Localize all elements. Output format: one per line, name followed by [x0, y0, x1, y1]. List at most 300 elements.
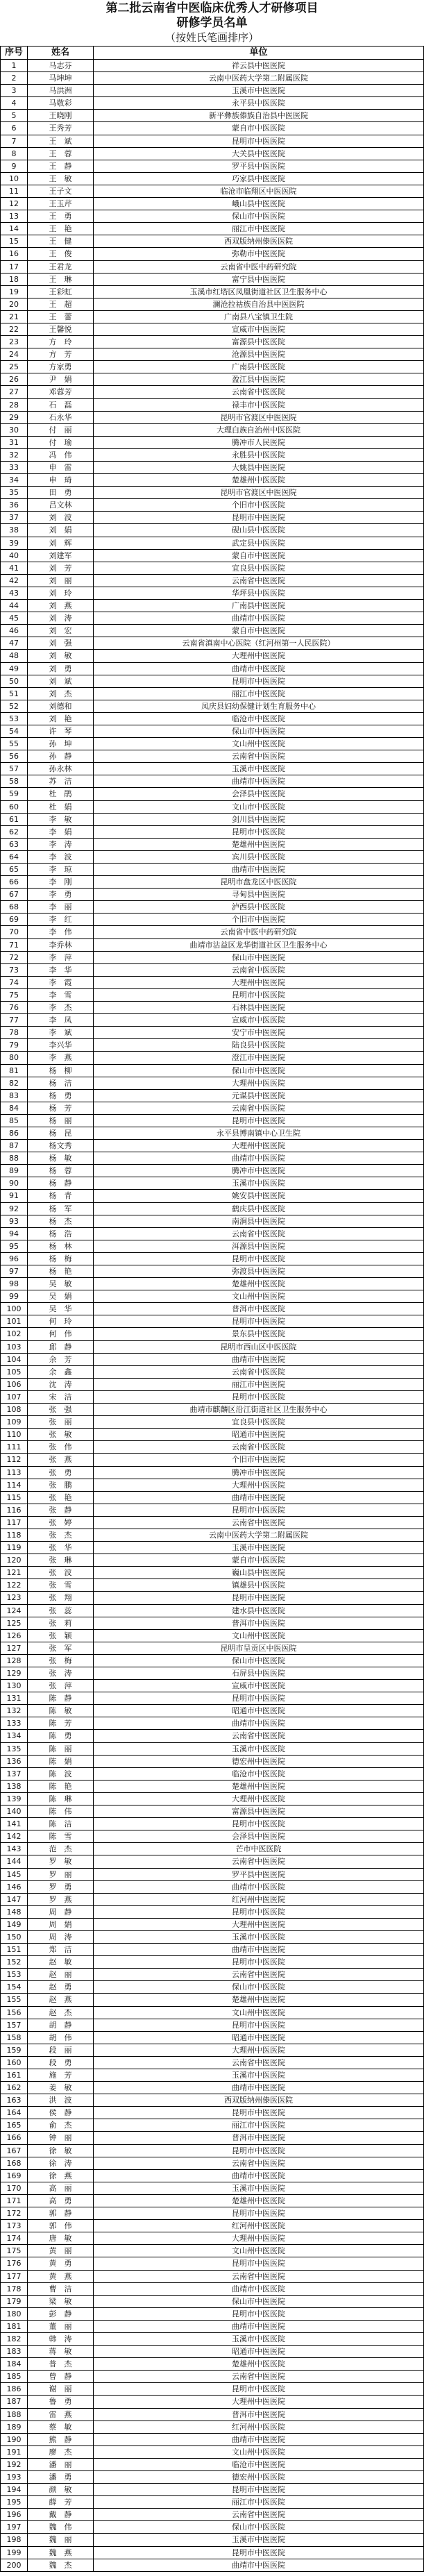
cell-unit: 玉溪市中医医院: [232, 2334, 285, 2343]
cell-serial-number: 179: [1, 2296, 28, 2307]
cell-unit: 南涧县中医医院: [232, 1216, 285, 1226]
table-row: [1, 750, 423, 763]
table-row: [1, 1002, 423, 1014]
cell-name: 李 华: [28, 964, 94, 976]
table-row: [1, 1517, 423, 1529]
table-row: [1, 85, 423, 97]
cell-name: 李 杰: [28, 1002, 94, 1013]
cell-serial-number: 18: [1, 273, 28, 285]
table-row: [1, 474, 423, 487]
table-row: [1, 889, 423, 901]
cell-serial-number: 147: [1, 1894, 28, 1905]
cell-name: 李 燕: [28, 1052, 94, 1063]
cell-unit: 曲靖市中医医院: [232, 2284, 285, 2293]
cell-name: 张 梅: [28, 1655, 94, 1667]
cell-serial-number: 67: [1, 889, 28, 900]
cell-serial-number: 45: [1, 612, 28, 624]
cell-unit: 蒙自市中医医院: [232, 550, 285, 560]
cell-unit: 云南省中医医院: [232, 387, 285, 397]
table-row: [1, 675, 423, 688]
cell-name: 杨 柳: [28, 1065, 94, 1077]
table-row: [1, 2471, 423, 2484]
cell-name: 李 娟: [28, 826, 94, 838]
table-row: [1, 964, 423, 977]
cell-unit: 普洱市中医医院: [232, 2133, 285, 2143]
cell-name: 徐 敏: [28, 2145, 94, 2157]
cell-serial-number: 71: [1, 939, 28, 951]
cell-unit: 永平县博南镇中心卫生院: [217, 1128, 300, 1138]
cell-unit: 曲靖市中医医院: [232, 1154, 285, 1163]
table-row: [1, 537, 423, 550]
cell-unit: 宜良县中医医院: [232, 1417, 285, 1427]
table-row: [1, 587, 423, 600]
cell-serial-number: 41: [1, 562, 28, 574]
cell-serial-number: 171: [1, 2195, 28, 2207]
table-row: [1, 1404, 423, 1416]
cell-serial-number: 87: [1, 1140, 28, 1152]
cell-name: 陈 琳: [28, 1793, 94, 1805]
table-row: [1, 110, 423, 122]
table-row: [1, 235, 423, 248]
cell-unit: 文山州中医医院: [232, 1292, 285, 1302]
cell-name: 张 强: [28, 1404, 94, 1415]
cell-name: 陈 波: [28, 1768, 94, 1780]
cell-name: 杨文秀: [28, 1140, 94, 1152]
table-row: [1, 1290, 423, 1303]
table-row: [1, 1253, 423, 1265]
cell-serial-number: 93: [1, 1215, 28, 1227]
cell-unit: 楚雄州中医医院: [232, 2359, 285, 2369]
cell-unit: 红河州中医医院: [232, 2422, 285, 2432]
cell-unit: 宾川县中医医院: [232, 852, 285, 861]
cell-unit: 玉溪市红塔区凤凰街道社区卫生服务中心: [189, 287, 328, 296]
cell-serial-number: 136: [1, 1756, 28, 1767]
cell-name: 张 燕: [28, 1454, 94, 1465]
table-row: [1, 1579, 423, 1592]
document-title: [0, 1, 424, 45]
table-row: [1, 1768, 423, 1781]
cell-unit: 昆明市中医医院: [232, 2548, 285, 2557]
cell-name: 吴 娟: [28, 1290, 94, 1302]
cell-name: 张 勇: [28, 1467, 94, 1479]
table-row: [1, 2232, 423, 2245]
cell-name: 戴 静: [28, 2509, 94, 2520]
table-row: [1, 2547, 423, 2559]
cell-name: 罗 燕: [28, 1894, 94, 1905]
cell-serial-number: 168: [1, 2157, 28, 2169]
cell-serial-number: 118: [1, 1529, 28, 1541]
table-row: [1, 185, 423, 198]
cell-unit: 澜沧拉祜族自治县中医医院: [212, 299, 305, 309]
cell-name: 杨 浩: [28, 1228, 94, 1240]
cell-name: 陈 静: [28, 1692, 94, 1704]
table-row: [1, 2496, 423, 2509]
table-row: [1, 1366, 423, 1379]
cell-unit: 剑川县中医医院: [232, 814, 285, 824]
cell-serial-number: 114: [1, 1479, 28, 1491]
header-serial-number: 序号: [1, 47, 28, 59]
cell-serial-number: 17: [1, 261, 28, 273]
table-row: [1, 1667, 423, 1680]
cell-serial-number: 84: [1, 1102, 28, 1114]
cell-serial-number: 89: [1, 1165, 28, 1177]
cell-serial-number: 130: [1, 1680, 28, 1692]
cell-unit: 云南省中医医院: [232, 2372, 285, 2382]
table-row: [1, 1969, 423, 1981]
cell-serial-number: 12: [1, 198, 28, 210]
cell-name: 杨 静: [28, 1177, 94, 1189]
cell-name: 黄 丽: [28, 2245, 94, 2257]
cell-unit: 昆明市中医医院: [232, 2485, 285, 2495]
cell-unit: 昆明市中医医院: [232, 1116, 285, 1125]
cell-name: 张 杰: [28, 1529, 94, 1541]
table-row: [1, 2069, 423, 2082]
cell-name: 张 雪: [28, 1579, 94, 1591]
cell-name: 韩 涛: [28, 2333, 94, 2345]
cell-unit: 昆明市呈贡区中医医院: [220, 1643, 297, 1653]
table-row: [1, 826, 423, 839]
cell-serial-number: 98: [1, 1278, 28, 1290]
table-row: [1, 725, 423, 738]
table-row: [1, 524, 423, 537]
cell-serial-number: 37: [1, 512, 28, 523]
cell-name: 侯 静: [28, 2107, 94, 2119]
table-row: [1, 2534, 423, 2546]
table-row: [1, 2257, 423, 2270]
cell-serial-number: 133: [1, 1717, 28, 1729]
cell-unit: 蒙自市中医医院: [232, 1556, 285, 1565]
table-row: [1, 1416, 423, 1429]
cell-unit: 云南省中医中药研究院: [220, 927, 297, 937]
table-row: [1, 1692, 423, 1705]
cell-unit: 曲靖市中医医院: [232, 1492, 285, 1502]
cell-name: 刘 辉: [28, 537, 94, 549]
cell-name: 李 萍: [28, 952, 94, 963]
cell-unit: 大理州中医医院: [232, 977, 285, 987]
cell-name: 熊 静: [28, 2434, 94, 2445]
cell-unit: 建水县中医医院: [232, 1606, 285, 1615]
cell-name: 黄 燕: [28, 2271, 94, 2282]
table-row: [1, 223, 423, 235]
cell-unit: 昆明市中医医院: [232, 2384, 285, 2394]
cell-unit: 大理州中医医院: [232, 2234, 285, 2244]
table-row: [1, 1843, 423, 1855]
table-row: [1, 2409, 423, 2421]
cell-name: 张 军: [28, 1642, 94, 1654]
table-row: [1, 1956, 423, 1969]
cell-serial-number: 53: [1, 713, 28, 725]
table-row: [1, 2358, 423, 2371]
cell-unit: 巍山县中医医院: [232, 1568, 285, 1578]
table-row: [1, 814, 423, 826]
cell-serial-number: 124: [1, 1605, 28, 1617]
cell-unit: 云南中医药大学第二附属医院: [209, 1530, 308, 1540]
cell-unit: 普洱市中医医院: [232, 1304, 285, 1314]
cell-serial-number: 14: [1, 223, 28, 235]
cell-serial-number: 163: [1, 2094, 28, 2106]
table-row: [1, 437, 423, 449]
cell-unit: 大理州中医医院: [232, 1480, 285, 1490]
table-row: [1, 2283, 423, 2296]
cell-name: 张 颖: [28, 1630, 94, 1642]
cell-serial-number: 6: [1, 122, 28, 134]
cell-unit: 大理州中医医院: [232, 1078, 285, 1088]
cell-unit: 个旧市中医医院: [232, 915, 285, 925]
cell-serial-number: 110: [1, 1429, 28, 1440]
cell-name: 钟 丽: [28, 2132, 94, 2144]
cell-name: 刘 燕: [28, 600, 94, 612]
cell-unit: 昭通市中医医院: [232, 1430, 285, 1440]
cell-unit: 泸西县中医医院: [232, 902, 285, 912]
table-row: [1, 2396, 423, 2408]
cell-unit: 广南县中医医院: [232, 362, 285, 372]
table-row: [1, 1467, 423, 1479]
table-row: [1, 2459, 423, 2471]
cell-unit: 昆明市中医医院: [232, 136, 285, 146]
cell-serial-number: 143: [1, 1843, 28, 1855]
cell-unit: 巧家县中医医院: [232, 174, 285, 183]
table-row: [1, 1542, 423, 1554]
cell-unit: 华坪县中医医院: [232, 588, 285, 598]
table-row: [1, 122, 423, 135]
cell-serial-number: 166: [1, 2132, 28, 2144]
cell-name: 孙 静: [28, 750, 94, 762]
cell-serial-number: 145: [1, 1869, 28, 1880]
table-row: [1, 2107, 423, 2119]
cell-serial-number: 106: [1, 1379, 28, 1390]
cell-name: 陈 雪: [28, 1830, 94, 1842]
cell-serial-number: 156: [1, 2007, 28, 2019]
cell-serial-number: 86: [1, 1127, 28, 1139]
table-row: [1, 60, 423, 72]
cell-serial-number: 10: [1, 173, 28, 185]
cell-serial-number: 63: [1, 839, 28, 850]
table-row: [1, 1190, 423, 1202]
cell-unit: 个旧市中医医院: [232, 500, 285, 510]
table-row: [1, 1152, 423, 1165]
table-row: [1, 1793, 423, 1805]
cell-name: 马坤坤: [28, 72, 94, 84]
cell-unit: 鹤庆县中医医院: [232, 1204, 285, 1213]
cell-unit: 腾冲市中医医院: [232, 1467, 285, 1477]
cell-name: 魏 杰: [28, 2559, 94, 2571]
table-row: [1, 2484, 423, 2496]
cell-unit: 文山州中医医院: [232, 739, 285, 749]
cell-serial-number: 49: [1, 663, 28, 675]
table-row: [1, 775, 423, 788]
cell-unit: 玉溪市中医医院: [232, 86, 285, 96]
cell-name: 王 勇: [28, 210, 94, 222]
cell-name: 刘 芳: [28, 562, 94, 574]
header-name: 姓名: [28, 47, 94, 59]
cell-serial-number: 181: [1, 2321, 28, 2332]
cell-unit: 昆明市中医医院: [232, 1958, 285, 1967]
cell-unit: 昆明市中医医院: [232, 2108, 285, 2118]
cell-unit: 曲靖市中医医院: [232, 1719, 285, 1728]
cell-unit: 武定县中医医院: [232, 538, 285, 548]
cell-serial-number: 40: [1, 550, 28, 562]
cell-unit: 曲靖市中医医院: [232, 865, 285, 874]
cell-name: 周 涛: [28, 1931, 94, 1943]
cell-unit: 文山州中医医院: [232, 2447, 285, 2457]
cell-name: 杨 青: [28, 1190, 94, 1202]
cell-unit: 保山市中医医院: [232, 212, 285, 221]
table-row: [1, 1303, 423, 1315]
cell-serial-number: 83: [1, 1090, 28, 1102]
cell-serial-number: 48: [1, 650, 28, 662]
cell-unit: 石林县中医医院: [232, 1003, 285, 1013]
cell-serial-number: 55: [1, 738, 28, 750]
cell-serial-number: 152: [1, 1956, 28, 1968]
cell-serial-number: 88: [1, 1152, 28, 1164]
cell-serial-number: 190: [1, 2434, 28, 2445]
table-row: [1, 2145, 423, 2157]
table-row: [1, 1655, 423, 1667]
cell-unit: 大理州中医医院: [232, 1794, 285, 1803]
cell-unit: 云南省中医医院: [232, 965, 285, 975]
cell-serial-number: 164: [1, 2107, 28, 2119]
table-row: [1, 1441, 423, 1454]
table-row: [1, 1919, 423, 1931]
cell-serial-number: 162: [1, 2082, 28, 2094]
cell-serial-number: 52: [1, 700, 28, 712]
cell-serial-number: 198: [1, 2534, 28, 2545]
table-row: [1, 839, 423, 851]
cell-unit: 昆明市中医医院: [232, 2146, 285, 2155]
table-row: [1, 1379, 423, 1391]
cell-serial-number: 177: [1, 2271, 28, 2282]
cell-name: 冯 伟: [28, 449, 94, 461]
cell-serial-number: 97: [1, 1265, 28, 1277]
cell-serial-number: 108: [1, 1404, 28, 1415]
cell-unit: 西双版纳州傣医医院: [224, 237, 293, 246]
cell-serial-number: 119: [1, 1542, 28, 1554]
cell-unit: 保山市中医医院: [232, 1066, 285, 1075]
table-row: [1, 1479, 423, 1492]
cell-serial-number: 22: [1, 323, 28, 335]
cell-name: 何 伟: [28, 1328, 94, 1340]
cell-serial-number: 140: [1, 1805, 28, 1817]
table-row: [1, 1391, 423, 1404]
cell-unit: 罗平县中医医院: [232, 161, 285, 171]
cell-name: 杨 梅: [28, 1253, 94, 1265]
table-row: [1, 2383, 423, 2396]
cell-name: 赵 杰: [28, 2007, 94, 2019]
cell-serial-number: 81: [1, 1065, 28, 1077]
cell-unit: 云南省中医医院: [232, 752, 285, 761]
cell-unit: 云南省中医医院: [232, 1442, 285, 1452]
cell-unit: 腾冲市中医医院: [232, 1166, 285, 1176]
table-row: [1, 424, 423, 437]
cell-serial-number: 47: [1, 637, 28, 649]
table-row: [1, 1617, 423, 1630]
cell-name: 马敬彩: [28, 97, 94, 109]
cell-serial-number: 123: [1, 1592, 28, 1603]
cell-name: 陈 艳: [28, 1781, 94, 1792]
table-row: [1, 198, 423, 210]
cell-unit: 丽江市中医医院: [232, 689, 285, 698]
cell-unit: 云南省中医医院: [232, 1857, 285, 1867]
cell-name: 刘建军: [28, 550, 94, 562]
cell-unit: 保山市中医医院: [232, 2296, 285, 2306]
cell-serial-number: 30: [1, 424, 28, 436]
table-row: [1, 989, 423, 1002]
cell-name: 张 丽: [28, 1416, 94, 1428]
cell-serial-number: 173: [1, 2220, 28, 2232]
cell-name: 梁 敏: [28, 2296, 94, 2307]
cell-name: 申 雷: [28, 462, 94, 473]
cell-unit: 云南省中医中药研究院: [220, 262, 297, 271]
cell-serial-number: 60: [1, 801, 28, 813]
cell-name: 李 凤: [28, 1014, 94, 1026]
table-row: [1, 1567, 423, 1579]
table-row: [1, 1805, 423, 1818]
table-row: [1, 1492, 423, 1504]
cell-serial-number: 7: [1, 135, 28, 147]
cell-unit: 丽江市中医医院: [232, 1379, 285, 1389]
cell-name: 王 艳: [28, 223, 94, 235]
table-row: [1, 700, 423, 713]
cell-unit: 楚雄州中医医院: [232, 1279, 285, 1289]
cell-unit: 红河州中医医院: [232, 2221, 285, 2231]
cell-serial-number: 169: [1, 2170, 28, 2182]
table-row: [1, 1818, 423, 1830]
table-row: [1, 1605, 423, 1617]
table-row: [1, 2220, 423, 2232]
cell-unit: 洱源县中医医院: [232, 1241, 285, 1251]
cell-serial-number: 109: [1, 1416, 28, 1428]
cell-unit: 弥勒市中医医院: [232, 249, 285, 259]
cell-name: 吴 敏: [28, 1278, 94, 1290]
cell-serial-number: 15: [1, 235, 28, 247]
cell-name: 杨 昆: [28, 1127, 94, 1139]
table-row: [1, 600, 423, 612]
table-row: [1, 625, 423, 637]
cell-unit: 德宏州中医医院: [232, 1756, 285, 1766]
table-row: [1, 248, 423, 260]
cell-name: 张 琳: [28, 1554, 94, 1566]
cell-name: 马洪洲: [28, 85, 94, 96]
cell-serial-number: 25: [1, 361, 28, 373]
cell-serial-number: 32: [1, 449, 28, 461]
cell-name: 张 莉: [28, 1617, 94, 1629]
cell-name: 蒋 敏: [28, 2346, 94, 2357]
cell-serial-number: 200: [1, 2559, 28, 2571]
cell-name: 王 斌: [28, 135, 94, 147]
cell-unit: 文山州中医医院: [232, 1631, 285, 1640]
cell-unit: 文山州中医医院: [232, 2007, 285, 2017]
table-row: [1, 1894, 423, 1906]
table-row: [1, 2509, 423, 2521]
cell-name: 王彩虹: [28, 286, 94, 298]
cell-name: 郭 静: [28, 2207, 94, 2219]
cell-name: 杨 艳: [28, 1265, 94, 1277]
table-row: [1, 1315, 423, 1328]
table-row: [1, 952, 423, 964]
table-row: [1, 2132, 423, 2144]
cell-name: 邓蓉芳: [28, 386, 94, 398]
table-row: [1, 1717, 423, 1730]
table-row: [1, 1165, 423, 1177]
cell-name: 俞 杰: [28, 2119, 94, 2131]
cell-unit: 云南省中医医院: [232, 2510, 285, 2520]
cell-unit: 曲靖市中医医院: [232, 2321, 285, 2331]
cell-serial-number: 115: [1, 1492, 28, 1504]
cell-unit: 玉溪市中医医院: [232, 2183, 285, 2193]
cell-serial-number: 58: [1, 775, 28, 787]
cell-name: 付 丽: [28, 424, 94, 436]
cell-serial-number: 29: [1, 412, 28, 423]
